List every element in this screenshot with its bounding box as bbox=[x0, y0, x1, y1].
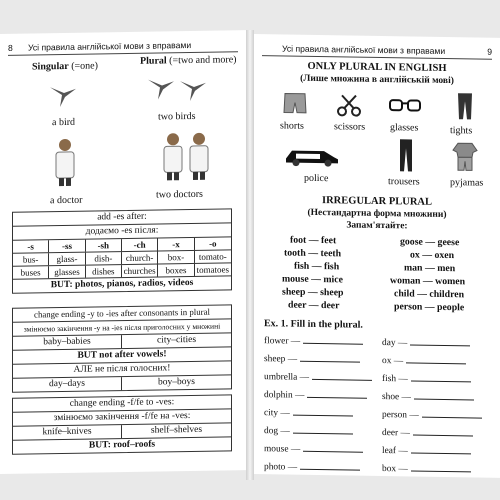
y-exception: BUT not after vowels! bbox=[13, 347, 231, 364]
example-cell: knife–knives bbox=[13, 425, 122, 440]
f-rule-table bbox=[12, 394, 232, 454]
exercise-prompt: dolphin — bbox=[264, 390, 305, 401]
answer-blank[interactable] bbox=[411, 452, 471, 454]
item-label: pyjamas bbox=[450, 177, 484, 189]
irregular-pair: man — men bbox=[404, 262, 456, 275]
irregular-pair: child — children bbox=[394, 288, 465, 301]
exercise-prompt: ox — bbox=[382, 356, 404, 367]
answer-blank[interactable] bbox=[410, 344, 470, 346]
exercise-item bbox=[382, 428, 473, 439]
exercise-item bbox=[382, 410, 482, 422]
exercise-item bbox=[264, 390, 367, 402]
item-label: tights bbox=[450, 125, 473, 137]
book-title: Усі правила англійської мови з вправами bbox=[282, 43, 446, 57]
ending-cell: -o bbox=[209, 238, 217, 249]
exercise-prompt: person — bbox=[382, 410, 419, 421]
irregular-pair: deer — deer bbox=[288, 299, 340, 312]
singular-heading: Singular bbox=[32, 60, 69, 73]
answer-blank[interactable] bbox=[413, 434, 473, 436]
book-gutter bbox=[246, 30, 254, 480]
page-header bbox=[8, 38, 238, 56]
exercise-prompt: umbrella — bbox=[264, 372, 310, 383]
y-rule-title: change ending -y to -ies after consonants in plural bbox=[13, 305, 231, 322]
plural-heading: Plural bbox=[140, 55, 167, 67]
answer-blank[interactable] bbox=[411, 470, 471, 472]
irregular-pair: mouse — mice bbox=[282, 273, 343, 286]
right-page bbox=[254, 34, 500, 478]
es-rule-title-ua: додаємо -es після: bbox=[13, 223, 231, 240]
word-cell: box- bbox=[158, 251, 194, 264]
bird-icon bbox=[48, 81, 78, 111]
only-plural-heading: ONLY PLURAL IN ENGLISH bbox=[307, 60, 447, 75]
bird-one-label: a bird bbox=[52, 116, 76, 129]
f-exception: BUT: roof–roofs bbox=[88, 439, 156, 451]
word-cell: tomato- bbox=[198, 251, 227, 262]
word-cell: dish- bbox=[86, 252, 122, 265]
y-exception-ua: АЛЕ не після голосних! bbox=[13, 361, 231, 378]
exercise-prompt: dog — bbox=[264, 426, 290, 437]
trousers-icon bbox=[398, 138, 414, 172]
answer-blank[interactable] bbox=[312, 379, 372, 381]
word-cell: glasses bbox=[49, 266, 85, 279]
answer-blank[interactable] bbox=[422, 417, 482, 419]
exercise-item bbox=[382, 392, 474, 403]
exercise-prompt: deer — bbox=[382, 428, 410, 439]
only-plural-heading-ua: (Лише множина в англійській мові) bbox=[300, 73, 454, 87]
word-cell: glass- bbox=[49, 253, 85, 266]
irregular-pair: goose — geese bbox=[400, 236, 460, 249]
irregular-pair: foot — feet bbox=[290, 234, 337, 247]
exercise-prompt: shoe — bbox=[382, 392, 411, 403]
exercise-item bbox=[264, 372, 372, 384]
doctor-icon bbox=[52, 137, 78, 187]
exercise-item bbox=[264, 426, 353, 437]
exercise-item bbox=[382, 446, 471, 457]
exercise-prompt: mouse — bbox=[264, 444, 301, 455]
y-rule-title-ua: змінюємо закінчення -y на -ies після приголосних у множині bbox=[13, 319, 231, 336]
ending-cell: -s bbox=[13, 240, 49, 253]
exercise-item bbox=[264, 444, 363, 456]
example-cell: shelf–shelves bbox=[150, 424, 203, 436]
left-page bbox=[0, 30, 246, 474]
answer-blank[interactable] bbox=[303, 451, 363, 453]
irregular-pair: tooth — teeth bbox=[284, 247, 342, 260]
word-cell: churches bbox=[122, 265, 158, 278]
irregular-pair: person — people bbox=[394, 301, 465, 314]
es-rule-title: add -es after: bbox=[13, 209, 231, 226]
ending-cell: -ss bbox=[49, 240, 85, 253]
f-rule-title-ua: змінюємо закінчення -f/fe на -ves: bbox=[13, 409, 231, 426]
exercise-prompt: city — bbox=[264, 408, 290, 419]
exercise-item bbox=[382, 338, 470, 349]
singular-label bbox=[32, 60, 98, 72]
doctor-one-label: a doctor bbox=[50, 194, 83, 207]
item-label: shorts bbox=[280, 120, 304, 132]
example-cell: baby–babies bbox=[13, 335, 122, 350]
irregular-pair: ox — oxen bbox=[410, 249, 455, 262]
ending-cell: -x bbox=[158, 238, 194, 251]
word-cell: church- bbox=[122, 252, 158, 265]
ending-cell: -ch bbox=[122, 239, 158, 252]
exercise-prompt: fish — bbox=[382, 374, 408, 385]
exercise-prompt: flower — bbox=[264, 336, 301, 347]
es-rule-table bbox=[12, 208, 232, 293]
scissors-icon bbox=[336, 93, 362, 117]
irregular-pair: fish — fish bbox=[294, 260, 340, 273]
page-number: 8 bbox=[8, 42, 13, 53]
word-cell: boxes bbox=[158, 264, 194, 277]
answer-blank[interactable] bbox=[300, 469, 360, 471]
y-rule-table bbox=[12, 304, 232, 392]
exercise-prompt: photo — bbox=[264, 462, 298, 473]
shorts-icon bbox=[282, 90, 308, 116]
exercise-item bbox=[264, 336, 363, 348]
singular-note: (=one) bbox=[71, 60, 98, 72]
plural-note: (=two and more) bbox=[169, 54, 237, 67]
page-number: 9 bbox=[487, 46, 492, 57]
f-rule-title: change ending -f/fe to -ves: bbox=[13, 395, 231, 412]
doctor-icon bbox=[186, 131, 212, 181]
exercise-prompt: leaf — bbox=[382, 446, 408, 457]
irregular-heading: IRREGULAR PLURAL bbox=[322, 195, 432, 208]
es-exception: BUT: photos, pianos, radios, videos bbox=[50, 277, 194, 291]
word-cell: bus- bbox=[13, 253, 49, 266]
book-title: Усі правила англійської мови з вправами bbox=[28, 39, 192, 53]
tights-icon bbox=[454, 91, 476, 121]
irregular-pair: sheep — sheep bbox=[282, 286, 344, 299]
exercise-item bbox=[264, 462, 360, 474]
exercise-item bbox=[382, 356, 466, 367]
exercise-item bbox=[264, 408, 353, 419]
exercise-prompt: day — bbox=[382, 338, 408, 349]
doctor-two-label: two doctors bbox=[156, 188, 203, 201]
plural-label bbox=[140, 54, 236, 67]
exercise-prompt: box — bbox=[382, 464, 408, 475]
bird-icon bbox=[146, 73, 176, 103]
remember-label: Запам'ятайте: bbox=[346, 220, 408, 232]
pyjamas-icon bbox=[452, 141, 478, 171]
item-label: scissors bbox=[334, 121, 366, 133]
exercise-item bbox=[382, 374, 471, 385]
exercise-title: Ex. 1. Fill in the plural. bbox=[264, 318, 363, 331]
word-cell: buses bbox=[13, 266, 49, 279]
y-vowel-examples-row bbox=[13, 375, 231, 391]
ending-cell: -sh bbox=[86, 239, 122, 252]
answer-blank[interactable] bbox=[293, 415, 353, 417]
exercise-prompt: sheep — bbox=[264, 354, 298, 365]
doctor-icon bbox=[160, 131, 186, 181]
item-label: glasses bbox=[390, 122, 419, 134]
word-cell: dishes bbox=[86, 265, 122, 278]
answer-blank[interactable] bbox=[293, 433, 353, 435]
irregular-heading-ua: (Нестандартна форма множини) bbox=[307, 207, 447, 221]
answer-blank[interactable] bbox=[406, 362, 466, 364]
answer-blank[interactable] bbox=[307, 397, 367, 399]
example-cell: day–days bbox=[13, 377, 122, 392]
word-cell: tomatoes bbox=[196, 264, 230, 275]
police-car-icon bbox=[284, 144, 340, 167]
bird-icon bbox=[178, 75, 208, 105]
item-label: police bbox=[304, 172, 329, 185]
answer-blank[interactable] bbox=[300, 361, 360, 363]
example-cell: city–cities bbox=[156, 334, 197, 346]
answer-blank[interactable] bbox=[303, 343, 363, 345]
example-cell: boy–boys bbox=[158, 376, 195, 388]
exercise-item bbox=[382, 464, 471, 475]
page-header bbox=[262, 42, 492, 60]
answer-blank[interactable] bbox=[411, 380, 471, 382]
answer-blank[interactable] bbox=[414, 399, 474, 401]
glasses-icon bbox=[388, 96, 422, 115]
irregular-pair: woman — women bbox=[390, 275, 466, 288]
item-label: trousers bbox=[388, 176, 420, 188]
bird-two-label: two birds bbox=[158, 110, 196, 123]
exercise-item bbox=[264, 354, 360, 366]
